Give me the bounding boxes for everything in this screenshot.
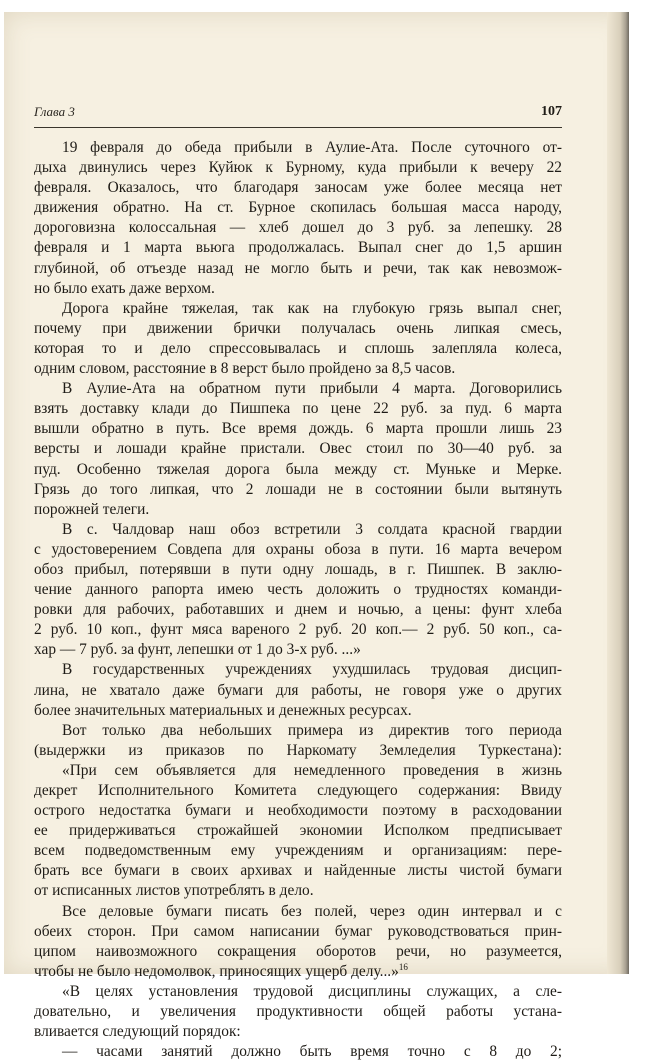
text-line-content: движения обратно. На ст. Бурное скопилась большая масса народу, xyxy=(34,199,562,217)
text-line xyxy=(34,982,562,1002)
text-line xyxy=(34,721,562,741)
text-line xyxy=(34,1022,562,1042)
text-line-content: вливается следующий порядок: xyxy=(34,1023,241,1041)
text-line xyxy=(34,359,562,379)
text-line xyxy=(34,178,562,198)
text-line-content: глубиной, об отъезде назад не могло быть и речи, так как невозмож- xyxy=(34,259,562,277)
text-line-content: с удостоверением Совдепа для охраны обоза в пути. 16 марта вечером xyxy=(34,540,562,558)
text-line-content: дороговизна колоссальная — хлеб дошел до 3 руб. за лепешку. 28 xyxy=(34,219,562,237)
text-line xyxy=(34,741,562,761)
text-line-content: острого недостатка бумаги и необходимости поэтому в расходовании xyxy=(34,802,562,820)
text-line xyxy=(34,761,562,781)
text-line-content: пуд. Особенно тяжелая дорога была между ст. Муньке и Мерке. xyxy=(34,460,562,478)
text-line xyxy=(34,821,562,841)
text-line xyxy=(34,379,562,399)
text-line-content: хар — 7 руб. за фунт, лепешки от 1 до 3-х руб. ...» xyxy=(34,641,361,659)
text-line xyxy=(34,460,562,480)
text-line xyxy=(34,902,562,922)
text-line-content: «В целях установления трудовой дисциплины служащих, а сле- xyxy=(62,982,562,1000)
text-line-content: декрет Исполнительного Комитета следующего содержания: Ввиду xyxy=(34,782,562,799)
text-line xyxy=(34,138,562,158)
text-line-content: всем подведомственным ему учреждениям и организациям: пере- xyxy=(34,842,562,860)
text-line xyxy=(34,861,562,881)
text-line-content: чтобы не было недомолвок, приносящих ущерб делу...» xyxy=(34,962,399,980)
text-line xyxy=(34,781,562,801)
text-line-content: брать все бумаги в своих архивах и найденные листы чистой бумаги xyxy=(34,862,562,880)
text-line xyxy=(34,942,562,962)
chapter-title: Глава 3 xyxy=(34,104,75,119)
text-line-content: В с. Чалдовар наш обоз встретили 3 солдата красной гвардии xyxy=(62,520,562,538)
text-line xyxy=(34,660,562,680)
text-line-content: Все деловые бумаги писать без полей, через один интервал и с xyxy=(62,902,562,920)
body-text xyxy=(34,138,562,1062)
text-line xyxy=(34,238,562,258)
text-line-content: но было ехать даже верхом. xyxy=(34,279,215,297)
text-line xyxy=(34,520,562,540)
text-line xyxy=(34,681,562,701)
text-line-content: вышли обратно в путь. Все время дождь. 6 марта прошли лишь 23 xyxy=(34,420,562,438)
text-line-content: порожней телеги. xyxy=(34,500,150,518)
book-spine-shadow xyxy=(607,12,629,974)
text-line-content: дыха двинулись через Куйюк к Бурному, куда прибыли к вечеру 22 xyxy=(34,159,562,177)
text-line xyxy=(34,480,562,500)
text-line-content: чение данного рапорта имею честь доложить о трудностях команди- xyxy=(34,581,562,599)
text-line-content: одним словом, расстояние в 8 верст было пройдено за 8,5 часов. xyxy=(34,360,456,378)
text-line-content: версты и лошади крайне пристали. Овес стоил по 30—40 руб. за xyxy=(34,440,562,458)
running-header xyxy=(34,104,562,126)
text-line xyxy=(34,701,562,721)
text-line xyxy=(34,962,562,982)
text-line xyxy=(34,1042,562,1062)
text-line-content: почему при движении брички получалась очень липкая смесь, xyxy=(34,319,562,337)
text-line-content: Вот только два небольших примера из директив того периода xyxy=(62,721,562,739)
text-line xyxy=(34,801,562,821)
text-line-content: (выдержки из приказов по Наркомату Земледелия Туркестана): xyxy=(34,741,562,759)
text-line xyxy=(34,600,562,620)
text-line-content: «При сем объявляется для немедленного проведения в жизнь xyxy=(62,761,562,779)
text-line-content: Дорога крайне тяжелая, так как на глубокую грязь выпал снег, xyxy=(62,299,562,317)
text-line-content: 19 февраля до обеда прибыли в Аулие-Ата. После суточного от- xyxy=(62,139,562,156)
text-line xyxy=(34,841,562,861)
text-line xyxy=(34,620,562,640)
text-line xyxy=(34,439,562,459)
text-line xyxy=(34,640,562,660)
text-line xyxy=(34,319,562,339)
text-line-content: В государственных учреждениях ухудшилась трудовая дисцип- xyxy=(62,661,562,679)
text-line xyxy=(34,540,562,560)
text-line xyxy=(34,399,562,419)
text-line-content: обоз прибыл, потерявши в пути одну лошадь, в г. Пишпек. В заклю- xyxy=(34,560,562,578)
text-line xyxy=(34,218,562,238)
header-rule xyxy=(34,127,562,128)
text-line-content: — часами занятий должно быть время точно с 8 до 2; xyxy=(62,1043,562,1061)
text-line-content: В Аулие-Ата на обратном пути прибыли 4 марта. Договорились xyxy=(62,380,562,398)
text-line-content: ровки для рабочих, работавших и днем и ночью, а цены: фунт хлеба xyxy=(34,601,562,619)
text-line xyxy=(34,580,562,600)
text-line xyxy=(34,339,562,359)
text-line-content: ципом наивозможного сокращения оборотов речи, но разумеется, xyxy=(34,942,562,960)
text-line xyxy=(34,922,562,942)
text-line-content: февраля. Оказалось, что благодаря заносам уже более месяца нет xyxy=(34,179,562,197)
text-line xyxy=(34,1002,562,1022)
text-line xyxy=(34,158,562,178)
text-line-content: лина, не хватало даже бумаги для работы, не говоря уже о других xyxy=(34,681,562,699)
text-line xyxy=(34,279,562,299)
text-line xyxy=(34,419,562,439)
text-line-content: довательно, и увеличения продуктивности общей работы устана- xyxy=(34,1003,562,1021)
book-page xyxy=(4,12,629,1061)
text-line xyxy=(34,198,562,218)
text-line-content: Грязь до того липкая, что 2 лошади не в состоянии были вытянуть xyxy=(34,480,562,498)
text-line xyxy=(34,560,562,580)
page-number: 107 xyxy=(541,104,562,119)
footnote-marker: 16 xyxy=(398,961,408,972)
text-line xyxy=(34,500,562,520)
text-line-content: ее придерживаться строжайшей экономии Исполком предписывает xyxy=(34,822,562,840)
text-line-content: взять доставку клади до Пишпека по цене 22 руб. за пуд. 6 марта xyxy=(34,400,562,418)
text-line-content: обеих сторон. При самом написании бумаг руководствоваться прин- xyxy=(34,922,562,940)
text-line-content: 2 руб. 10 коп., фунт мяса вареного 2 руб. 20 коп.— 2 руб. 50 коп., са- xyxy=(34,621,562,639)
text-line-content: февраля и 1 марта вьюга продолжалась. Выпал снег до 1,5 аршин xyxy=(34,239,562,257)
text-line-content: от исписанных листов употреблять в дело. xyxy=(34,882,314,900)
text-line-content: более значительных материальных и денежных ресурсах. xyxy=(34,701,412,719)
text-line xyxy=(34,299,562,319)
text-line xyxy=(34,259,562,279)
text-line-content: которая то и дело спрессовывалась и сплошь залепляла колеса, xyxy=(34,339,562,357)
text-line xyxy=(34,881,562,901)
